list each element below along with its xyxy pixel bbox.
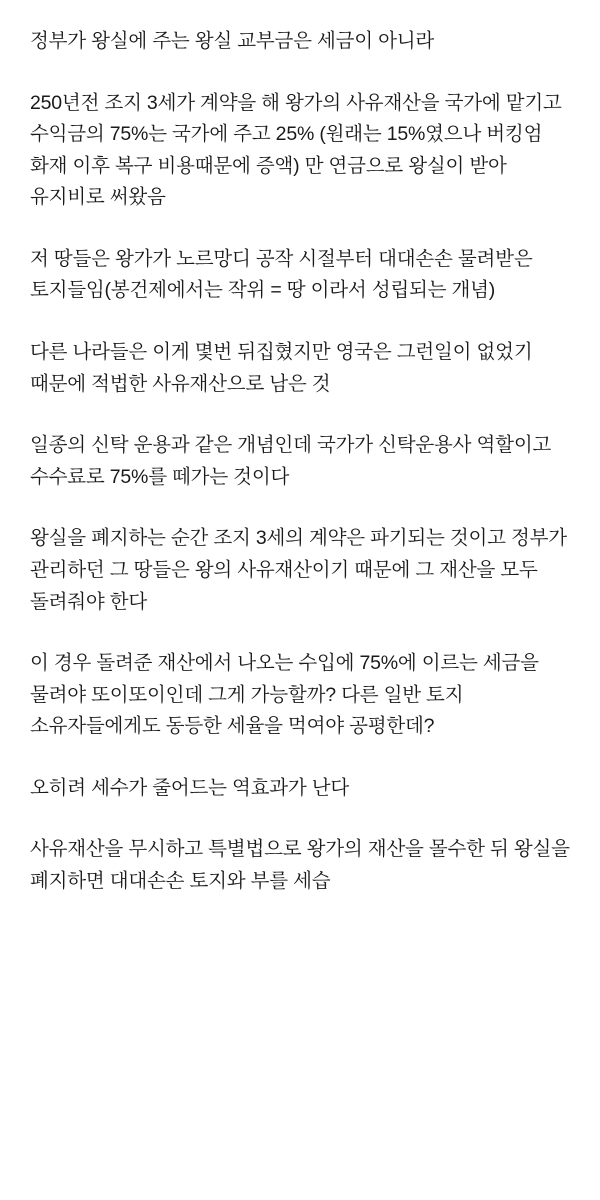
paragraph-1: 정부가 왕실에 주는 왕실 교부금은 세금이 아니라 <box>30 30 435 52</box>
paragraph-4: 다른 나라들은 이게 몇번 뒤집혔지만 영국은 그런일이 없었기 때문에 적법한 사유재산으로 남은 것 <box>30 341 538 395</box>
paragraph-7: 이 경우 돌려준 재산에서 나오는 수입에 75%에 이르는 세금을 물려야 또이또이인데 그게 가능할까? 다른 일반 토지 소유자들에게도 동등한 세율을 먹여야 공평한데? <box>30 652 545 738</box>
paragraph-2: 250년전 조지 3세가 계약을 해 왕가의 사유재산을 국가에 맡기고 수익금의 75%는 국가에 주고 25% (원래는 15%였으나 버킹엄 화재 이후 복구 비용때문에 증액) 만 연금으로 왕실이 받아 유지비로 써왔음 <box>30 91 567 209</box>
paragraph-9: 사유재산을 무시하고 특별법으로 왕가의 재산을 몰수한 뒤 왕실을 폐지하면 대대손손 토지와 부를 세습 <box>30 838 575 892</box>
paragraph-5: 일종의 신탁 운용과 같은 개념인데 국가가 신탁운용사 역할이고 수수료로 75%를 떼가는 것이다 <box>30 434 557 488</box>
paragraph-3: 저 땅들은 왕가가 노르망디 공작 시절부터 대대손손 물려받은 토지들임(봉건제에서는 작위 = 땅 이라서 성립되는 개념) <box>30 247 538 302</box>
paragraph-8: 오히려 세수가 줄어드는 역효과가 난다 <box>30 776 350 799</box>
paragraph-6: 왕실을 폐지하는 순간 조지 3세의 계약은 파기되는 것이고 정부가 관리하던 그 땅들은 왕의 사유재산이기 때문에 그 재산을 모두 돌려줘야 한다 <box>30 527 573 613</box>
